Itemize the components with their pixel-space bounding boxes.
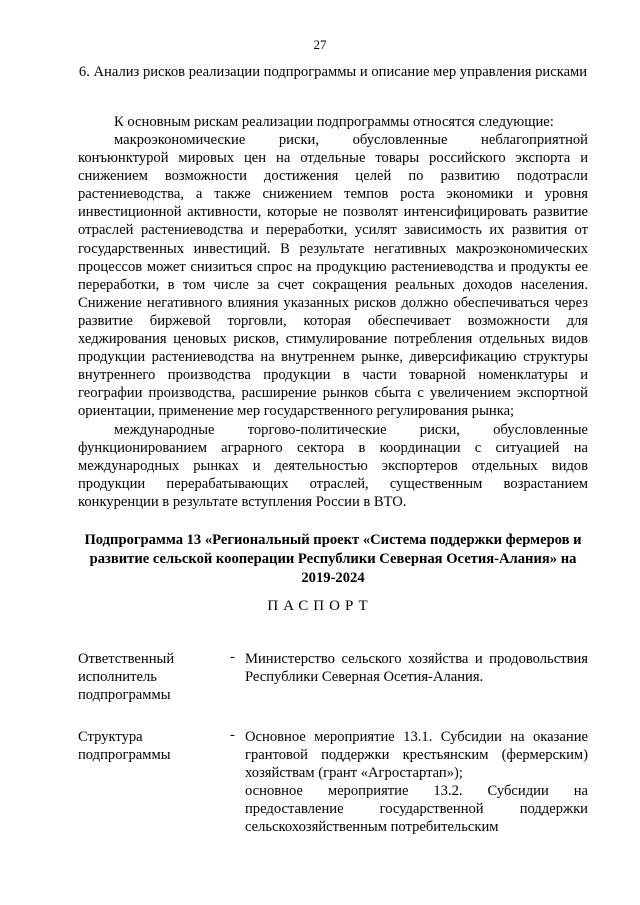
passport-row-label: Ответственный исполнитель подпрограммы <box>78 651 175 704</box>
passport-heading: ПАСПОРТ <box>267 598 373 614</box>
passport-row-value-text-2: основное мероприятие 13.2. Субсидии на предоставление государственной поддержки сельскохозяйственным потребительским <box>245 783 588 836</box>
section-title: 6. Анализ рисков реализации подпрограммы и описание мер управления рисками <box>78 64 588 80</box>
section-intro-block <box>78 113 588 131</box>
passport-row-value-text: Министерство сельского хозяйства и продовольствия Республики Северная Осетия-Алания. <box>245 651 588 686</box>
risks-block <box>78 131 588 511</box>
subprogram-title: Подпрограмма 13 «Региональный проект «Система поддержки фермеров и развитие сельской кооперации Республики Северная Осетия-Алания» на 2019-2024 <box>84 532 582 586</box>
passport-row-label: Структура подпрограммы <box>78 729 171 764</box>
risk-macroeconomic-paragraph: макроэкономические риски, обусловленные неблагоприятной конъюнктурой мировых цен на отдельные товары российского экспорта и снижением возможности достижения целей по развитию подотрасли растениеводства, а также снижением темпов роста экономики и уровня инвестиционной активности, которые не позволят интенсифицировать развитие отраслей растениеводства и переработки, усилят зависимость их развития от государственных инвестиций. В результате негативных макроэкономических процессов может снизиться спрос на продукцию растениеводства и продукты ее переработки, в том числе за счет сокращения реальных доходов населения. Снижение негативного влияния указанных рисков должно обеспечиваться через развитие биржевой торговли, которая обеспечивает возможности для хеджирования ценовых рисков, стимулирование потребления отдельных видов продукции растениеводства на внутреннем рынке, диверсификацию структуры внутреннего производства продукции в части товарной номенклатуры и географии производства, расширение рынков сбыта с увеличением экспортной ориентации, применение мер государственного регулирования рынка; <box>78 132 588 420</box>
passport-row-value <box>245 650 588 686</box>
page-number: 27 <box>313 37 327 52</box>
passport-row-dash: - <box>230 649 235 665</box>
passport-row-value <box>245 728 588 837</box>
section-intro: К основным рискам реализации подпрограммы относятся следующие: <box>114 114 554 130</box>
passport-row-dash: - <box>230 727 235 743</box>
risk-international-paragraph: международные торгово-политические риски, обусловленные функционированием аграрного сектора в координации с ситуацией на международных рынках и деятельностью экспортеров отдельных видов продукции перерабатывающих отраслей, существенным возрастанием конкуренции в результате вступления России в ВТО. <box>78 421 588 510</box>
passport-row-value-text: Основное мероприятие 13.1. Субсидии на оказание грантовой поддержки крестьянским (фермерским) хозяйствам (грант «Агростартап»); <box>245 729 588 782</box>
